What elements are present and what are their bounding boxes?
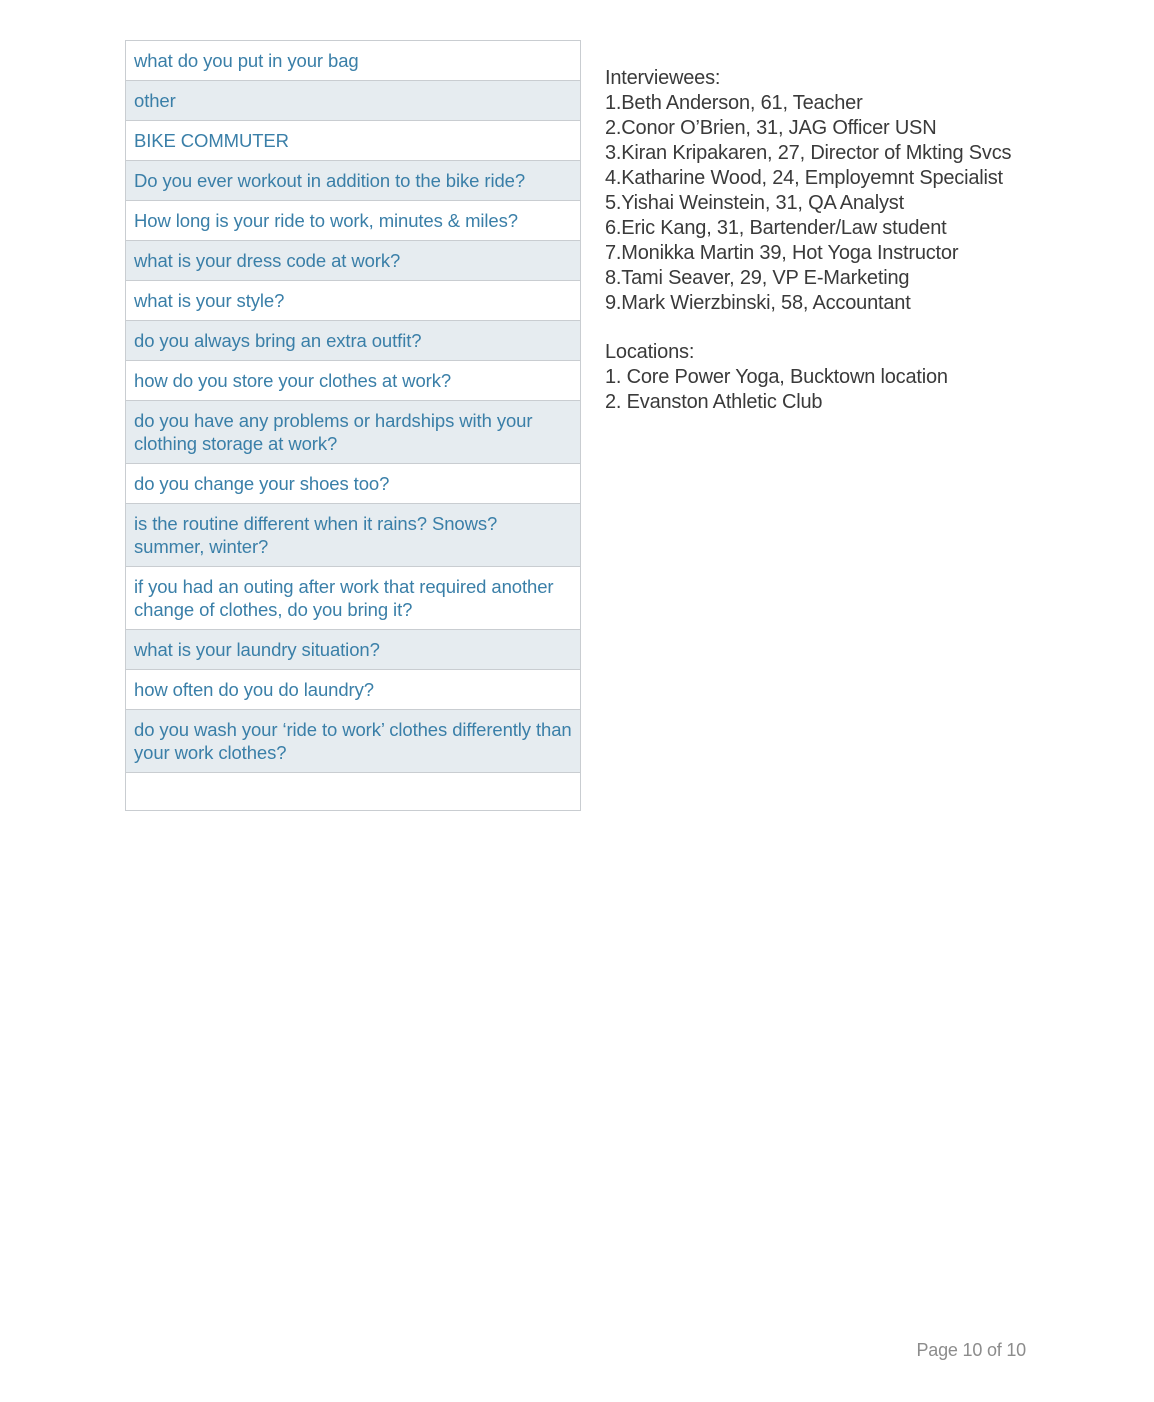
interviewee-item: 9.Mark Wierzbinski, 58, Accountant (605, 292, 911, 314)
location-item: 2. Evanston Athletic Club (605, 391, 823, 413)
interviewee-item: 3.Kiran Kripakaren, 27, Director of Mkting Svcs (605, 142, 1012, 164)
interviewee-item: 2.Conor O’Brien, 31, JAG Officer USN (605, 117, 937, 139)
question-row: do you have any problems or hardships with your clothing storage at work? (126, 400, 580, 463)
question-row: if you had an outing after work that required another change of clothes, do you bring it? (126, 566, 580, 629)
interviewee-item: 4.Katharine Wood, 24, Employemnt Specialist (605, 167, 1003, 189)
question-row: what is your laundry situation? (126, 629, 580, 669)
interviewees-section (605, 66, 1125, 316)
question-row: what is your style? (126, 280, 580, 320)
question-row: other (126, 80, 580, 120)
section-spacer (605, 316, 1125, 340)
locations-heading: Locations: (605, 341, 695, 363)
question-row: do you wash your ‘ride to work’ clothes differently than your work clothes? (126, 709, 580, 772)
interviewee-item: 6.Eric Kang, 31, Bartender/Law student (605, 217, 947, 239)
questions-table (125, 40, 581, 811)
question-row: BIKE COMMUTER (126, 120, 580, 160)
locations-section (605, 340, 1125, 415)
location-item: 1. Core Power Yoga, Bucktown location (605, 366, 948, 388)
interviewees-heading: Interviewees: (605, 67, 721, 89)
side-notes (605, 66, 1125, 415)
interviewee-item: 8.Tami Seaver, 29, VP E-Marketing (605, 267, 910, 289)
question-row: Do you ever workout in addition to the bike ride? (126, 160, 580, 200)
question-row: what is your dress code at work? (126, 240, 580, 280)
question-row: How long is your ride to work, minutes & miles? (126, 200, 580, 240)
question-row: do you always bring an extra outfit? (126, 320, 580, 360)
question-row: is the routine different when it rains? Snows? summer, winter? (126, 503, 580, 566)
interviewee-item: 1.Beth Anderson, 61, Teacher (605, 92, 863, 114)
interviewee-item: 5.Yishai Weinstein, 31, QA Analyst (605, 192, 904, 214)
question-row (126, 772, 580, 810)
interviewee-item: 7.Monikka Martin 39, Hot Yoga Instructor (605, 242, 959, 264)
page-number: Page 10 of 10 (916, 1340, 1026, 1360)
question-row: do you change your shoes too? (126, 463, 580, 503)
question-row: how do you store your clothes at work? (126, 360, 580, 400)
question-row: what do you put in your bag (134, 50, 359, 71)
question-row: how often do you do laundry? (126, 669, 580, 709)
